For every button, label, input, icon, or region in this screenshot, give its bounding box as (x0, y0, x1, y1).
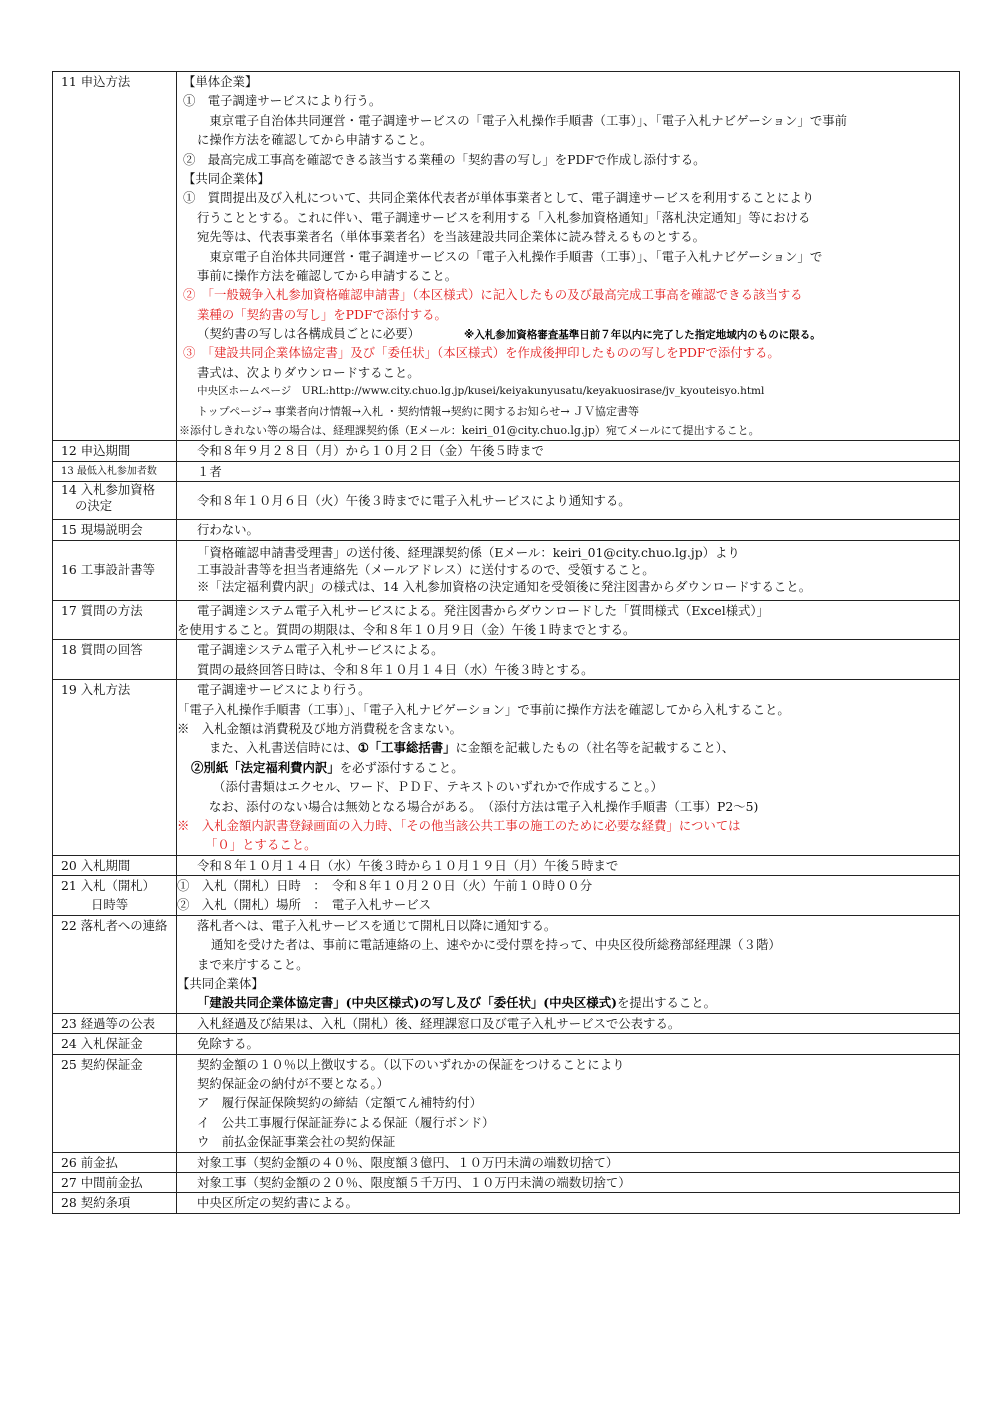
table-row: 24 入札保証金 免除する。 (53, 1034, 960, 1054)
red-requirement: ③ 「建設共同企業体協定書」及び「委任状」（本区様式）を作成後押印したものの写しをPDFで添付する。 (183, 345, 780, 361)
section-heading-jv: 【共同企業体】 (183, 170, 270, 186)
table-row (53, 72, 960, 441)
table-row: 20 入札期間 令和８年１０月１４日（水）午後３時から１０月１９日（月）午後５時まで (53, 855, 960, 875)
table-row: 26 前金払 対象工事（契約金額の４０％、限度額３億円、１０万円未満の端数切捨て） (53, 1152, 960, 1172)
bold-note: ※入札参加資格審査基準日前７年以内に完了した指定地域内のものに限る。 (463, 329, 821, 342)
red-requirement: ※ 入札金額内訳書登録画面の入力時、「その他当該公共工事の施工のために必要な経費」については (177, 817, 741, 833)
table-row: 15 現場説明会 行わない。 (53, 520, 960, 540)
table-row: 22 落札者への連絡 落札者へは、電子入札サービスを通じて開札日以降に通知する。 通知を受けた者は、事前に電話連絡の上、速やかに受付票を持って、中央区役所総務部経理課（３階） まで来庁すること。 【共同企業体】 「建設共同企業体協定書」(中央区様式)の写し及び「委任状」(中央区様式)を提出すること。 (53, 915, 960, 1013)
table-row: 14 入札参加資格 の決定 令和８年１０月６日（火）午後３時までに電子入札サービスにより通知する。 (53, 482, 960, 520)
table-row: 21 入札（開札） 日時等 ① 入札（開札）日時 ： 令和８年１０月２０日（火）午前１０時００分 ② 入札（開札）場所 ： 電子入札サービス (53, 876, 960, 916)
table-row: 28 契約条項 中央区所定の契約書による。 (53, 1193, 960, 1213)
download-url: 中央区ホームページ URL:http://www.city.chuo.lg.jp/kusei/keiyakunyusatu/keyakuosirase/jv_kyouteisyo.html (197, 385, 765, 398)
table-row: 25 契約保証金 契約金額の１０％以上徴収する。（以下のいずれかの保証をつけることにより 契約保証金の納付が不要となる。） ア 履行保証保険契約の締結（定額てん補特約付） イ 公共工事履行保証証券による保証（履行ボンド） ウ 前払金保証事業会社の契約保証 (53, 1054, 960, 1152)
tender-conditions-table (52, 71, 960, 1214)
table-row: 17 質問の方法 電子調達システム電子入札サービスによる。発注図書からダウンロードした「質問様式（Excel様式）」 を使用すること。質問の期限は、令和８年１０月９日（金）午後１時までとする。 (53, 600, 960, 640)
bold-required-document: ②別紙「法定福利費内訳」 (191, 759, 340, 775)
red-requirement: ② 「一般競争入札参加資格確認申請書」（本区様式）に記入したもの及び最高完成工事高を確認できる該当する (183, 287, 803, 303)
table-row: 23 経過等の公表 入札経過及び結果は、入札（開札）後、経理課窓口及び電子入札サービスで公表する。 (53, 1013, 960, 1033)
table-row: 27 中間前金払 対象工事（契約金額の２０％、限度額５千万円、１０万円未満の端数切捨て） (53, 1172, 960, 1192)
row-content-application-method: 【単体企業】 ① 電子調達サービスにより行う。 東京電子自治体共同運営・電子調達サービスの「電子入札操作手順書（工事）」、「電子入札ナビゲーション」で事前 に操作方法を確認してから申請すること。 ② 最高完成工事高を確認できる該当する業種の「契約書の写し」をPDFで作成し添付する。 【共同企業体】 ① 質問提出及び入札について、共同企業体代表者が単体事業者として、電子調達サービスを利用することにより 行うこととする。これに伴い、電子調達サービスを利用する「入札参加資格通知」「落札決定通知」等における 宛先等は、代表事業者名（単体事業者名）を当該建設共同企業体に読み替えるものとする。 東京電子自治体共同運営・電子調達サービスの「電子入札操作手順書（工事）」、「電子入札ナビゲーション」で 事前に操作方法を確認してから申請すること。 ② 「一般競争入札参加資格確認申請書」（本区様式）に記入したもの及び最高完成工事高を確認できる該当する 業種の「契約書の写し」をPDFで添付する。 （契約書の写しは各構成員ごとに必要） ※入札参加資格審査基準日前７年以内に完了した指定地域内のものに限る。 ③ 「建設共同企業体協定書」及び「委任状」（本区様式）を作成後押印したものの写しをPDFで添付する。 書式は、次よりダウンロードすること。 中央区ホームページ URL:http://www.city.chuo.lg.jp/kusei/keiyakunyusatu/keyakuosirase/jv_kyouteisyo.html トップページ→ 事業者向け情報→入札 ・契約情報→契約に関するお知らせ→ ＪＶ協定書等 ※添付しきれない等の場合は、経理課契約係（Eメール：keiri_01@city.chuo.lg.jp）宛てメールにて提出すること。 (177, 72, 960, 441)
navigation-path: トップページ→ 事業者向け情報→入札 ・契約情報→契約に関するお知らせ→ ＪＶ協定書等 (197, 404, 640, 418)
bold-required-document: ①「工事総括書」 (357, 740, 456, 756)
table-row: 13 最低入札参加者数 １者 (53, 461, 960, 481)
table-row: 19 入札方法 電子調達サービスにより行う。 「電子入札操作手順書（工事）」、「電子入札ナビゲーション」で事前に操作方法を確認してから入札すること。 ※ 入札金額は消費税及び地方消費税を含まない。 また、入札書送信時には、①「工事総括書」に金額を記載したもの（社名等を記載すること）、 ②別紙「法定福利費内訳」を必ず添付すること。 （添付書類はエクセル、ワード、ＰＤＦ、テキストのいずれかで作成すること。） なお、添付のない場合は無効となる場合がある。 （添付方法は電子入札操作手順書（工事）P2～5) ※ 入札金額内訳書登録画面の入力時、「その他当該公共工事の施工のために必要な経費」については 「０」とすること。 (53, 680, 960, 856)
section-heading-single: 【単体企業】 (183, 74, 258, 89)
table-row: 12 申込期間 令和８年９月２８日（月）から１０月２日（金）午後５時まで (53, 441, 960, 461)
row-label-application-method: 11 申込方法 (53, 72, 177, 441)
table-row: 18 質問の回答 電子調達システム電子入札サービスによる。 質問の最終回答日時は、令和８年１０月１４日（水）午後３時とする。 (53, 640, 960, 680)
bold-required-document: 「建設共同企業体協定書」(中央区様式)の写し及び「委任状」(中央区様式) (197, 995, 617, 1011)
table-row: 16 工事設計書等 「資格確認申請書受理書」の送付後、経理課契約係（Eメール：keiri_01@city.chuo.lg.jp）より 工事設計書等を担当者連絡先（メールアドレス）に送付するので、受領すること。 ※「法定福利費内訳」の様式は、14 入札参加資格の決定通知を受領後に発注図書からダウンロードすること。 (53, 540, 960, 600)
